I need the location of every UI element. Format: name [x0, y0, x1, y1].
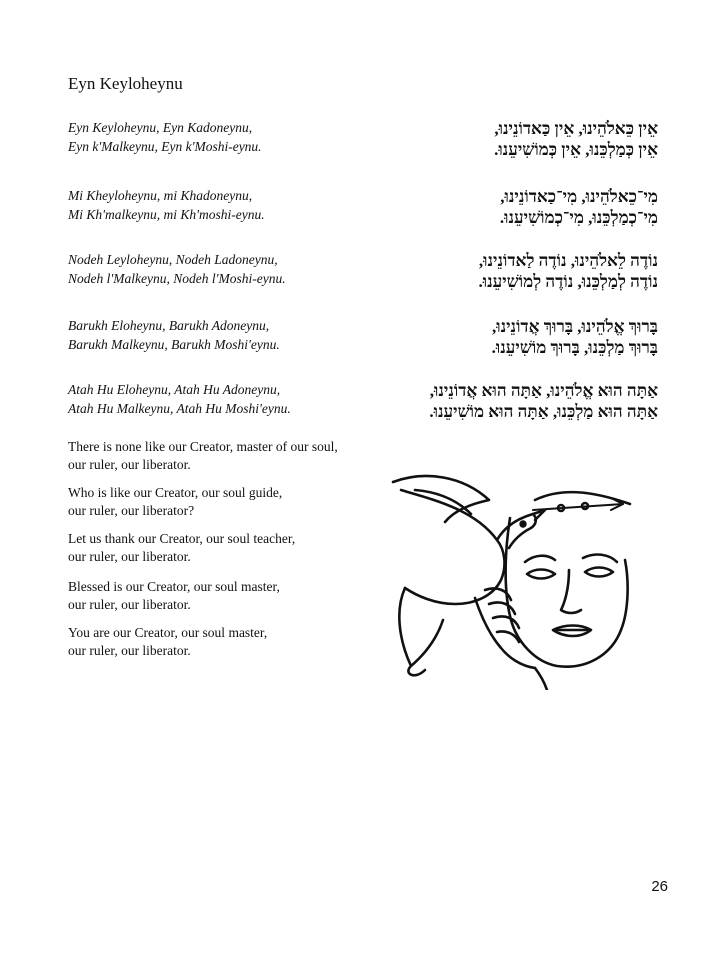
verse-transliteration — [68, 186, 265, 224]
page-title: Eyn Keyloheynu — [68, 74, 183, 93]
hebrew-line: מִי־כְמַלְכֵּנוּ, מִי־כְמוֹשִׁיעֵנוּ. — [499, 208, 658, 227]
english-line: our ruler, our liberator. — [68, 549, 191, 564]
english-line: Who is like our Creator, our soul guide, — [68, 485, 283, 500]
verse-hebrew — [492, 316, 658, 358]
translit-line: Eyn Keyloheynu, Eyn Kadoneynu, — [68, 120, 253, 135]
hebrew-line: נוֹדֶה לֵאלֹהֵינוּ, נוֹדֶה לַאדוֹנֵינוּ, — [478, 251, 658, 270]
verse-transliteration — [68, 118, 262, 156]
verse-hebrew — [494, 118, 658, 160]
english-stanza-1 — [68, 438, 368, 474]
verse-transliteration — [68, 380, 291, 418]
verse-2 — [68, 186, 658, 230]
english-stanza-4 — [68, 578, 368, 614]
page-number: 26 — [651, 878, 668, 895]
hebrew-line: מִי־כֵאלֹהֵינוּ, מִי־כַאדוֹנֵינוּ, — [500, 187, 658, 206]
translit-line: Atah Hu Eloheynu, Atah Hu Adoneynu, — [68, 382, 281, 397]
translit-line: Mi Kh'malkeynu, mi Kh'moshi-eynu. — [68, 207, 265, 222]
translit-line: Barukh Malkeynu, Barukh Moshi'eynu. — [68, 337, 280, 352]
verse-transliteration — [68, 316, 280, 354]
verse-5 — [68, 380, 658, 424]
english-line: our ruler, our liberator. — [68, 457, 191, 472]
english-line: our ruler, our liberator. — [68, 643, 191, 658]
hebrew-line: אֵין כְּמַלְכֵּנוּ, אֵין כְּמוֹשִׁיעֵנוּ. — [494, 140, 658, 159]
english-line: There is none like our Creator, master of our soul, — [68, 439, 338, 454]
english-stanza-2 — [68, 484, 368, 520]
translit-line: Nodeh Leyloheynu, Nodeh Ladoneynu, — [68, 252, 278, 267]
english-stanza-5 — [68, 624, 368, 660]
verse-1 — [68, 118, 658, 162]
hebrew-line: בָּרוּךְ מַלְכֵּנוּ, בָּרוּךְ מוֹשִׁיעֵנוּ. — [491, 338, 658, 357]
english-line: our ruler, our liberator? — [68, 503, 195, 518]
dove-and-face-illustration — [385, 470, 647, 690]
translit-line: Barukh Eloheynu, Barukh Adoneynu, — [68, 318, 270, 333]
hebrew-line: אַתָּה הוּא מַלְכֵּנוּ, אַתָּה הוּא מוֹשִׁיעֵנוּ. — [429, 402, 658, 421]
translit-line: Nodeh l'Malkeynu, Nodeh l'Moshi-eynu. — [68, 271, 286, 286]
english-line: our ruler, our liberator. — [68, 597, 191, 612]
english-stanza-3 — [68, 530, 368, 566]
hebrew-line: נוֹדֶה לְמַלְכֵּנוּ, נוֹדֶה לְמוֹשִׁיעֵנוּ. — [478, 272, 658, 291]
english-line: Let us thank our Creator, our soul teacher, — [68, 531, 296, 546]
verse-3 — [68, 250, 658, 294]
hebrew-line: בָּרוּךְ אֱלֹהֵינוּ, בָּרוּךְ אֲדוֹנֵינוּ, — [491, 317, 658, 336]
translit-line: Atah Hu Malkeynu, Atah Hu Moshi'eynu. — [68, 401, 291, 416]
verse-hebrew — [479, 250, 658, 292]
english-line: Blessed is our Creator, our soul master, — [68, 579, 280, 594]
verse-transliteration — [68, 250, 286, 288]
hebrew-line: אַתָּה הוּא אֱלֹהֵינוּ, אַתָּה הוּא אֲדוֹנֵינוּ, — [429, 381, 658, 400]
translit-line: Mi Kheyloheynu, mi Khadoneynu, — [68, 188, 253, 203]
verse-hebrew — [500, 186, 658, 228]
verse-hebrew — [429, 380, 658, 422]
hebrew-line: אֵין כֵּאלֹהֵינוּ, אֵין כַּאדוֹנֵינוּ, — [494, 119, 658, 138]
verse-4 — [68, 316, 658, 360]
english-line: You are our Creator, our soul master, — [68, 625, 268, 640]
translit-line: Eyn k'Malkeynu, Eyn k'Moshi-eynu. — [68, 139, 262, 154]
